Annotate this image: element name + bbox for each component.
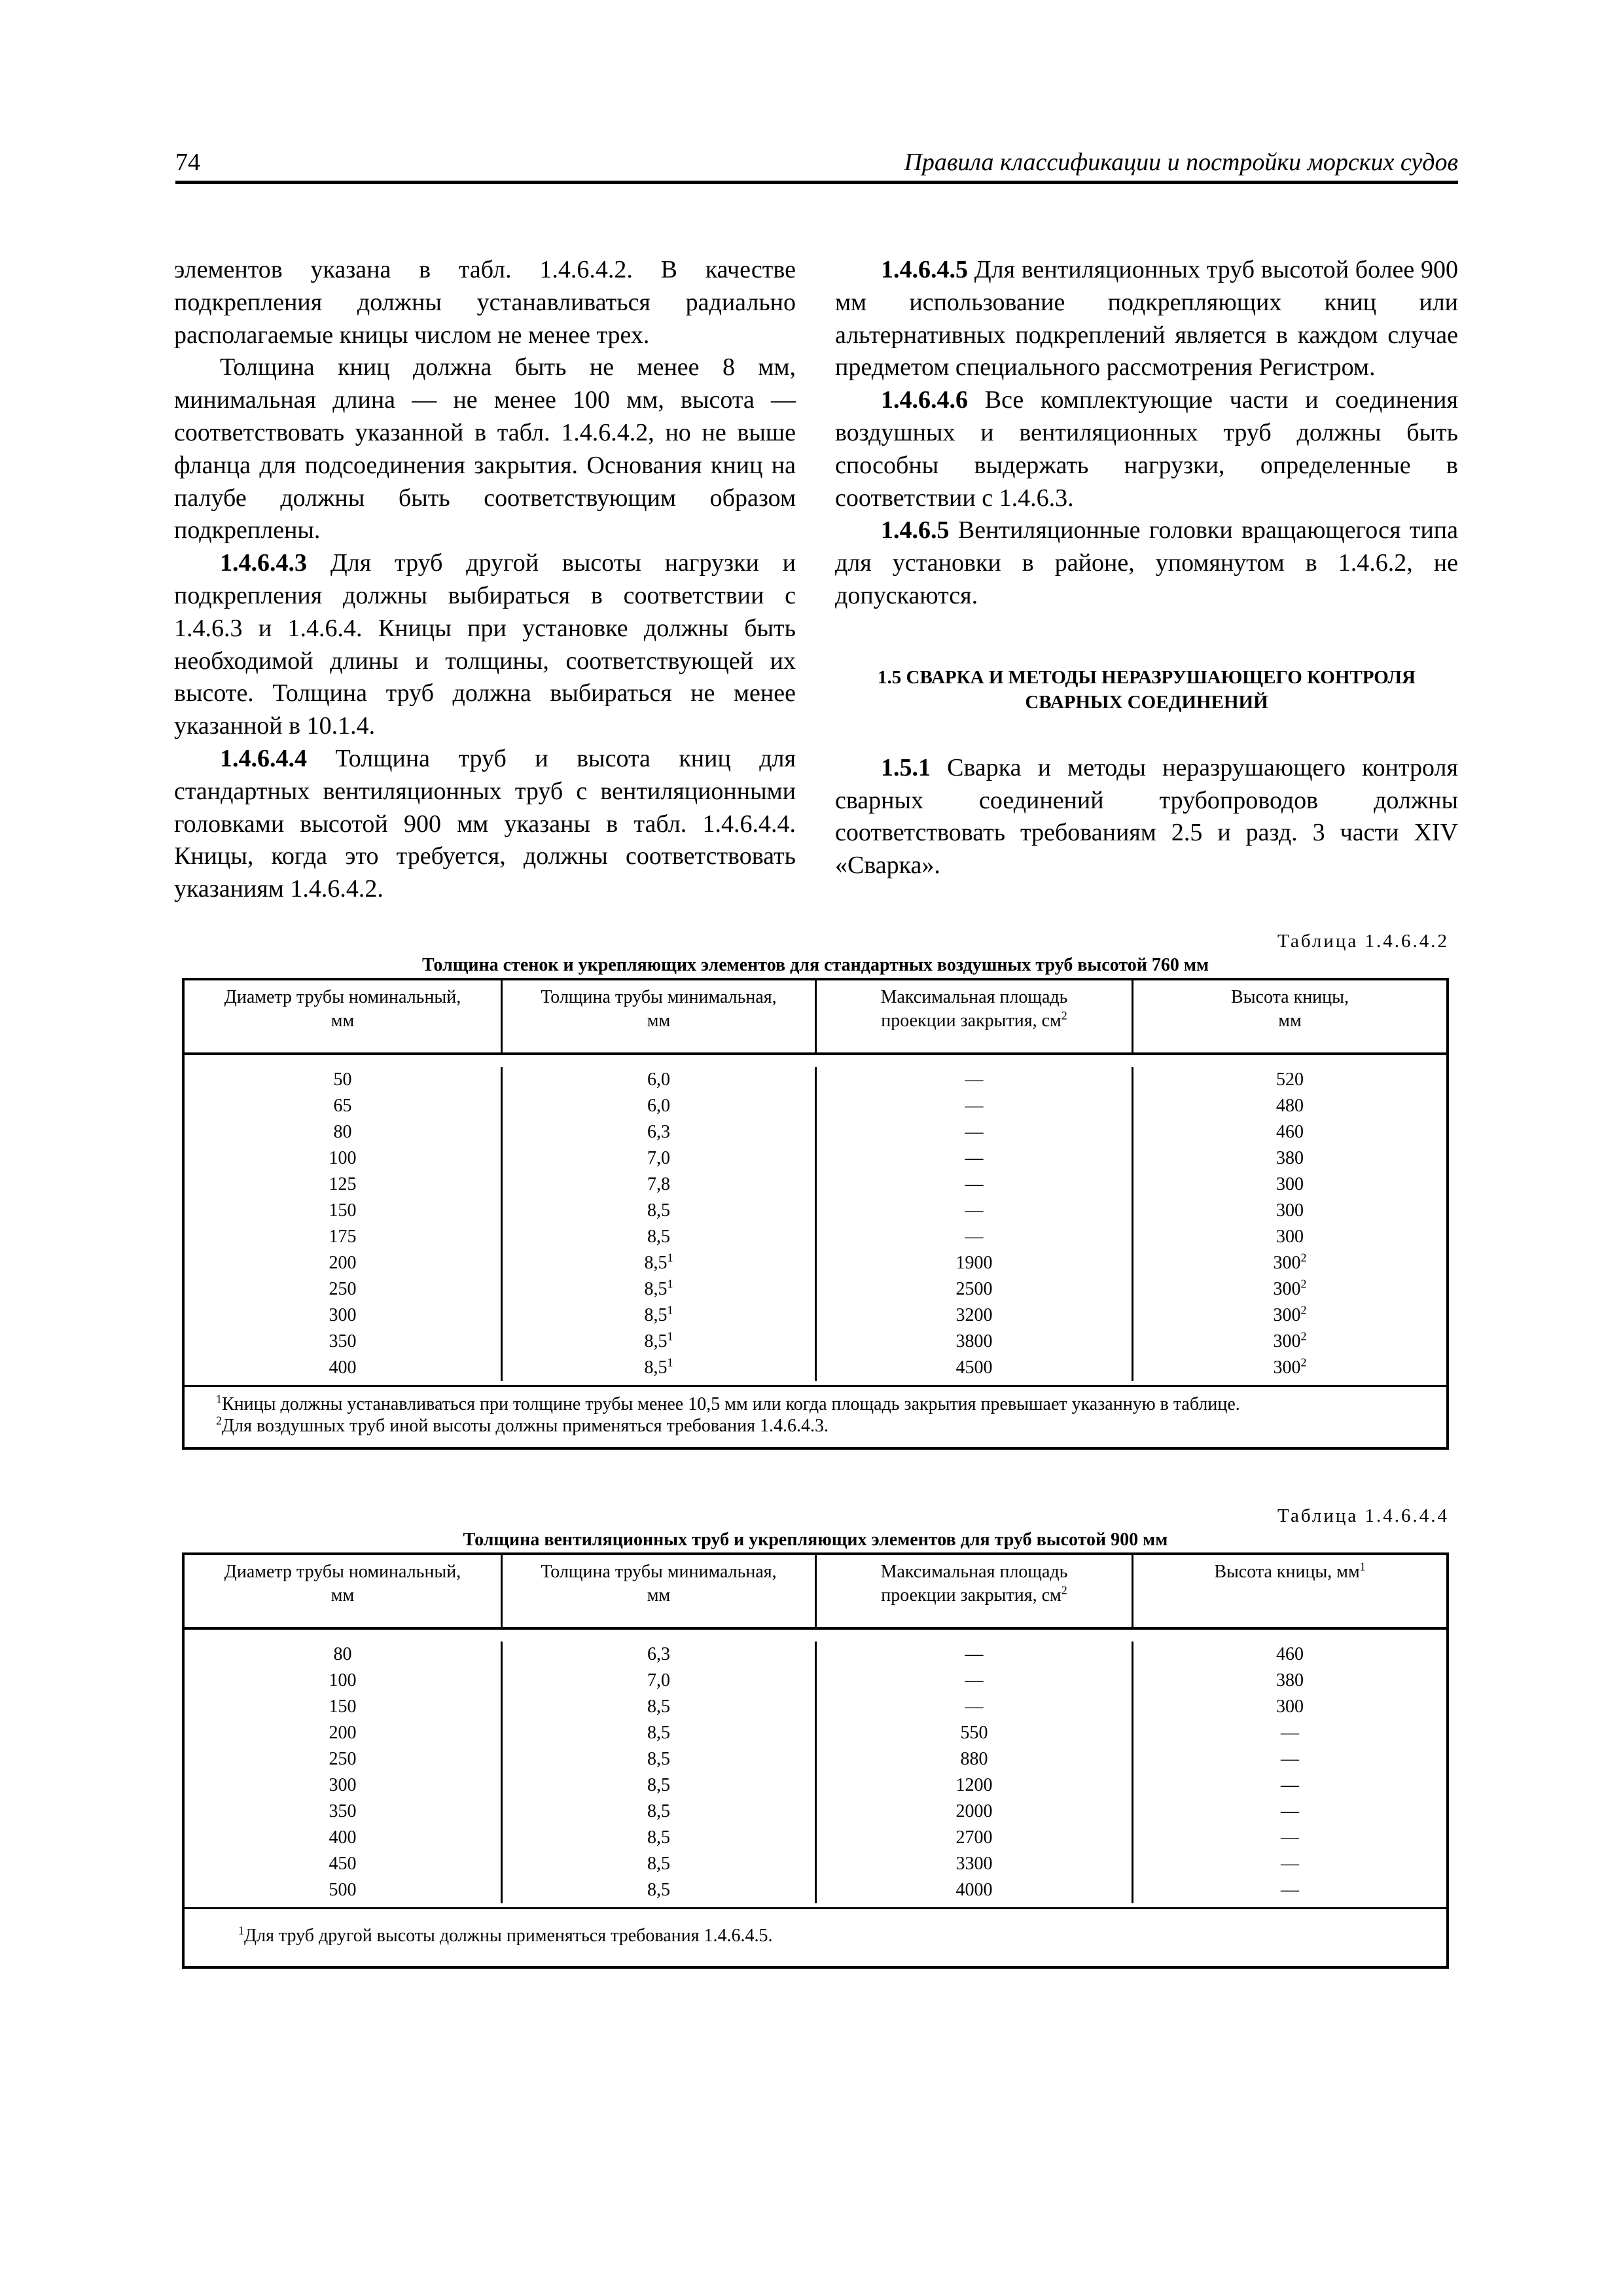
table-cell: 300 [1276,1227,1304,1247]
clause-text: Все комплектующие части и соединения воздушных и вентиляционных труб должны быть способны выдержать нагрузки, определенные в соответствии с 1.4.6.3. [835,386,1458,512]
table-cell: — [965,1148,984,1168]
table-cell: $300^2$ [1273,1355,1307,1378]
table-cell: 6,3 [647,1122,670,1142]
clause-number: 1.4.6.5 [881,516,950,545]
column-thickness [503,1067,817,1381]
clause-text: Для вентиляционных труб высотой более 900 мм использование подкрепляющих книц или альтернативных подкреплений является в каждом случае предметом специального рассмотрения Регистром. [835,256,1458,382]
table-cell: 7,0 [647,1670,670,1691]
column-bracket-height [1133,1641,1446,1903]
table-header-row [185,1555,1446,1630]
clause-text: Сварка и методы неразрушающего контроля сварных соединений трубопроводов должны соответствовать требованиям 2.5 и разд. 3 части XIV «Сварка». [835,753,1458,880]
clause-number: 1.5.1 [881,753,931,781]
table-cell: 6,0 [647,1069,670,1090]
table-cell: — [965,1096,984,1116]
paragraph [174,743,796,906]
table-cell: $8,5^1$ [644,1329,673,1352]
table-cell: 300 [329,1775,357,1795]
table-cell: 380 [1276,1148,1304,1168]
column-header-area: Максимальная площадь проекции закрытия, $см^2$ [817,980,1133,1052]
table-cell: 8,5 [647,1775,670,1795]
table-cell: 350 [329,1331,357,1352]
table-cell: 8,5 [647,1854,670,1874]
table-cell: $8,5^1$ [644,1355,673,1378]
column-area [817,1641,1133,1903]
column-bracket-height [1133,1067,1446,1381]
column-header-diameter: Диаметр трубы номинальный, мм [185,1555,503,1627]
table-cell: 8,5 [647,1200,670,1221]
table-cell: 2000 [955,1801,993,1821]
table-caption: Толщина вентиляционных труб и укрепляющих элементов для труб высотой 900 мм [463,1530,1168,1550]
table-cell: 8,5 [647,1880,670,1900]
table-cell: 3200 [955,1305,993,1325]
table-cell: $300^2$ [1273,1303,1307,1325]
table-cell: 200 [329,1253,357,1273]
table-cell: $8,5^1$ [644,1251,673,1273]
table-frame [182,978,1449,1450]
paragraph: элементов указана в табл. 1.4.6.4.2. В качестве подкрепления должны устанавливаться радиально располагаемые кницы числом не менее трех. [174,256,796,349]
table-cell: — [965,1227,984,1247]
table-1-4-6-4-4 [182,1504,1449,1969]
table-cell: 7,8 [647,1174,670,1194]
table-cell: 65 [333,1096,352,1116]
paragraph [835,254,1458,384]
table-cell: — [965,1122,984,1142]
table-cell: $300^2$ [1273,1277,1307,1299]
table-cell: — [965,1174,984,1194]
column-header-area: Максимальная площадь проекции закрытия, $см^2$ [817,1555,1133,1627]
table-cell: — [965,1069,984,1090]
table-cell: 6,0 [647,1096,670,1116]
table-cell: 175 [329,1227,357,1247]
column-thickness [503,1641,817,1903]
clause-number: 1.4.6.4.3 [220,549,307,577]
table-cell: 450 [329,1854,357,1874]
table-cell: 200 [329,1723,357,1743]
table-cell: 7,0 [647,1148,670,1168]
table-cell: 80 [333,1122,352,1142]
section-heading: 1.5 СВАРКА И МЕТОДЫ НЕРАЗРУШАЮЩЕГО КОНТРОЛЯ СВАРНЫХ СОЕДИНЕНИЙ [878,666,1416,713]
table-frame [182,1552,1449,1969]
right-column [835,254,1458,882]
table-cell: 460 [1276,1122,1304,1142]
paragraph [835,752,1458,882]
table-cell: 8,5 [647,1723,670,1743]
table-label: Таблица 1.4.6.4.4 [1277,1505,1449,1526]
table-cell: 80 [333,1644,352,1664]
table-cell: 8,5 [647,1696,670,1717]
table-cell: 3800 [955,1331,993,1352]
table-cell: 4500 [955,1357,993,1378]
clause-number: 1.4.6.4.6 [881,386,968,414]
table-cell: 8,5 [647,1827,670,1848]
table-cell: — [1281,1749,1299,1769]
table-cell: 8,5 [647,1801,670,1821]
column-area [817,1067,1133,1381]
column-header-diameter: Диаметр трубы номинальный, мм [185,980,503,1052]
table-cell: — [1281,1827,1299,1848]
table-cell: 125 [329,1174,357,1194]
table-cell: 380 [1276,1670,1304,1691]
clause-text: Толщина труб и высота книц для стандартных вентиляционных труб с вентиляционными головками высотой 900 мм указаны в табл. 1.4.6.4.4. Кницы, когда это требуется, должны соответствовать указаниям 1.4.6.4.2. [174,744,796,903]
table-cell: 6,3 [647,1644,670,1664]
paragraph [835,384,1458,514]
table-cell: 250 [329,1279,357,1299]
clause-text: Вентиляционные головки вращающегося типа для установки в районе, упомянутом в 1.4.6.2, не допускаются. [835,516,1458,609]
table-cell: 1200 [955,1775,993,1795]
table-cell: 100 [329,1148,357,1168]
table-cell: 250 [329,1749,357,1769]
paragraph: Толщина книц должна быть не менее 8 мм, минимальная длина — не менее 100 мм, высота — соответствовать указанной в табл. 1.4.6.4.2, но не выше фланца для подсоединения закрытия. Основания книц на палубе должны быть соответствующим образом подкреплены. [174,353,796,545]
table-cell: 300 [1276,1696,1304,1717]
table-cell: 400 [329,1357,357,1378]
clause-number: 1.4.6.4.4 [220,744,307,772]
table-cell: 480 [1276,1096,1304,1116]
footnote: $^2$Для воздушных труб иной высоты должны применяться требования 1.4.6.4.3. [216,1414,829,1436]
table-cell: $300^2$ [1273,1329,1307,1352]
table-cell: 460 [1276,1644,1304,1664]
table-cell: — [965,1644,984,1664]
running-title: Правила классификации и постройки морских судов [904,149,1458,176]
page-header [175,143,1458,184]
table-cell: — [1281,1775,1299,1795]
table-cell: 350 [329,1801,357,1821]
column-diameter [185,1641,503,1903]
table-cell: 2700 [955,1827,993,1848]
table-footnotes [185,1909,1446,1966]
table-cell: 2500 [955,1279,993,1299]
table-cell: 300 [1276,1200,1304,1221]
column-header-thickness: Толщина трубы минимальная, мм [503,1555,817,1627]
table-header-row [185,980,1446,1055]
table-cell: 100 [329,1670,357,1691]
table-cell: $8,5^1$ [644,1277,673,1299]
clause-number: 1.4.6.4.5 [881,256,968,283]
table-cell: 880 [960,1749,988,1769]
footnote: $^1$Для труб другой высоты должны применяться требования 1.4.6.4.5. [238,1924,773,1946]
table-body [185,1630,1446,1909]
table-cell: 50 [333,1069,352,1090]
table-cell: — [965,1670,984,1691]
table-cell: 150 [329,1200,357,1221]
table-1-4-6-4-2 [182,929,1449,1450]
table-cell: $8,5^1$ [644,1303,673,1325]
column-header-bracket-height: Высота кницы, $мм^1$ [1214,1560,1366,1582]
table-label: Таблица 1.4.6.4.2 [1277,931,1449,952]
table-cell: $300^2$ [1273,1251,1307,1273]
table-cell: 300 [1276,1174,1304,1194]
table-cell: 8,5 [647,1749,670,1769]
paragraph [174,547,796,743]
table-cell: — [1281,1854,1299,1874]
column-diameter [185,1067,503,1381]
table-cell: — [1281,1880,1299,1900]
column-header-bracket-height: Высота кницы, мм [1231,987,1349,1031]
table-caption: Толщина стенок и укрепляющих элементов для стандартных воздушных труб высотой 760 мм [421,955,1209,975]
page-number: 74 [175,149,200,176]
paragraph [835,514,1458,612]
table-cell: 400 [329,1827,357,1848]
table-cell: 150 [329,1696,357,1717]
table-cell: — [1281,1723,1299,1743]
table-cell: 8,5 [647,1227,670,1247]
table-cell: 500 [329,1880,357,1900]
table-cell: 550 [960,1723,988,1743]
table-cell: 520 [1276,1069,1304,1090]
table-cell: — [965,1696,984,1717]
table-cell: 1900 [955,1253,993,1273]
table-footnotes [185,1387,1446,1447]
clause-text: Для труб другой высоты нагрузки и подкрепления должны выбираться в соответствии с 1.4.6.3 и 1.4.6.4. Кницы при установке должны быть необходимой длины и толщины, соответствующей их высоте. Толщина труб должна выбираться не менее указанной в 10.1.4. [174,549,796,740]
table-cell: 3300 [955,1854,993,1874]
column-header-thickness: Толщина трубы минимальная, мм [503,980,817,1052]
left-column [174,254,796,906]
table-cell: — [965,1200,984,1221]
table-cell: — [1281,1801,1299,1821]
table-cell: 300 [329,1305,357,1325]
table-body [185,1055,1446,1387]
footnote: $^1$Кницы должны устанавливаться при толщине трубы менее 10,5 мм или когда площадь закрытия превышает указанную в таблице. [216,1392,1240,1414]
table-cell: 4000 [955,1880,993,1900]
